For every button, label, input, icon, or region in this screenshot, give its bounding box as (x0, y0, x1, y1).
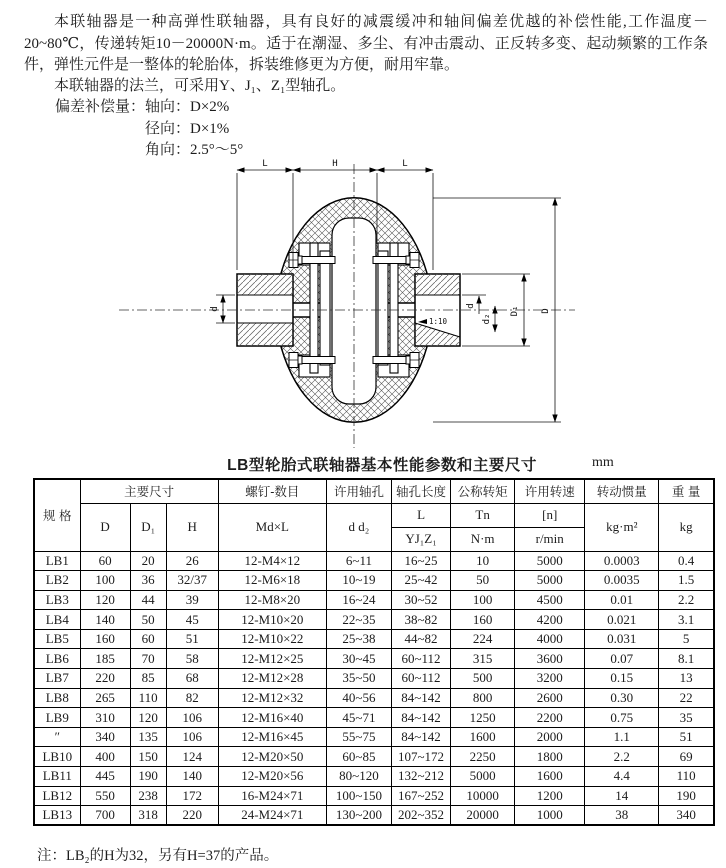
table-row (34, 551, 714, 571)
table-cell: 132~212 (392, 767, 451, 787)
header-rmin: r/min (515, 527, 585, 551)
table-cell: 550 (80, 786, 130, 806)
header-bore-len: 轴孔长度 (392, 479, 451, 503)
table-cell: 82 (166, 688, 218, 708)
table-cell: 84~142 (392, 727, 451, 747)
table-title-text: LB型轮胎式联轴器基本性能参数和主要尺寸 (227, 457, 537, 474)
table-cell: 40~56 (326, 688, 391, 708)
table-cell: 10~19 (326, 571, 391, 591)
table-cell: 12-M8×20 (218, 590, 326, 610)
intro-block-2 (24, 76, 708, 98)
table-cell: 22~35 (326, 610, 391, 630)
table-cell: 2250 (451, 747, 515, 767)
table-cell: 35~50 (326, 669, 391, 689)
header-inertia: 转动惯量 (585, 479, 659, 503)
table-row (34, 786, 714, 806)
table-cell: 140 (80, 610, 130, 630)
table-row (34, 806, 714, 826)
table-cell: 3600 (515, 649, 585, 669)
table-cell: 220 (80, 669, 130, 689)
table-cell: 38 (585, 806, 659, 826)
table-cell: 340 (80, 727, 130, 747)
table-cell: 265 (80, 688, 130, 708)
table-cell: 4.4 (585, 767, 659, 787)
table-cell: 25~38 (326, 629, 391, 649)
table-cell: 12-M20×50 (218, 747, 326, 767)
table-cell: 1000 (515, 806, 585, 826)
table-cell: 25~42 (392, 571, 451, 591)
table-cell: 50 (130, 610, 166, 630)
table-cell: 800 (451, 688, 515, 708)
table-cell: 120 (130, 708, 166, 728)
table-cell: 3.1 (659, 610, 714, 630)
table-cell: 190 (130, 767, 166, 787)
table-cell: LB8 (34, 688, 80, 708)
table-cell: LB5 (34, 629, 80, 649)
table-cell: 26 (166, 551, 218, 571)
table-cell: 2000 (515, 727, 585, 747)
coupling-section-drawing (105, 156, 645, 454)
table-cell: 13 (659, 669, 714, 689)
table-cell: LB6 (34, 649, 80, 669)
table-cell: 1800 (515, 747, 585, 767)
table-cell: 135 (130, 727, 166, 747)
header-spec: 规 格 (34, 479, 80, 551)
table-cell: 167~252 (392, 786, 451, 806)
table-cell: 50 (451, 571, 515, 591)
table-unit: mm (592, 455, 614, 470)
table-cell: 107~172 (392, 747, 451, 767)
table-cell: 400 (80, 747, 130, 767)
compensation-angular: 角向：2.5°～5° (145, 142, 244, 158)
header-speed: 许用转速 (515, 479, 585, 503)
table-cell: 12-M16×45 (218, 727, 326, 747)
table-cell: 106 (166, 708, 218, 728)
table-cell: 124 (166, 747, 218, 767)
dim-label-L-right: L (402, 159, 408, 169)
table-cell: 22 (659, 688, 714, 708)
table-cell: 2.2 (659, 590, 714, 610)
header-Nm: N·m (451, 527, 515, 551)
table-row (34, 688, 714, 708)
table-cell: 20000 (451, 806, 515, 826)
header-MdxL: Md×L (218, 503, 326, 551)
table-cell: 30~45 (326, 649, 391, 669)
table-cell: 39 (166, 590, 218, 610)
table-cell: 2200 (515, 708, 585, 728)
table-cell: 80~120 (326, 767, 391, 787)
table-cell: 6~11 (326, 551, 391, 571)
table-cell: 16~24 (326, 590, 391, 610)
table-cell: 35 (659, 708, 714, 728)
table-cell: 340 (659, 806, 714, 826)
table-cell: 4200 (515, 610, 585, 630)
intro-paragraph-1: 本联轴器是一种高弹性联轴器，具有良好的减震缓冲和轴间偏差优越的补偿性能,工作温度－20~80℃，传递转矩10－20000N·m。适于在潮湿、多尘、有冲击震动、正反转多变、起动频繁的工作条件，弹性元件是一整体的轮胎体，拆装维修更为方便，耐用牢靠。 (24, 14, 708, 73)
header-L: L (392, 503, 451, 527)
dim-label-D1: D₁ (510, 305, 520, 317)
table-cell: LB13 (34, 806, 80, 826)
table-cell: 44 (130, 590, 166, 610)
table-cell: 1.5 (659, 571, 714, 591)
header-weight: 重 量 (659, 479, 714, 503)
table-row (34, 629, 714, 649)
table-cell: 1200 (515, 786, 585, 806)
table-cell: 120 (80, 590, 130, 610)
table-cell: 45~71 (326, 708, 391, 728)
table-row (34, 610, 714, 630)
table-cell: 160 (80, 629, 130, 649)
table-cell: 315 (451, 649, 515, 669)
table-cell: 1250 (451, 708, 515, 728)
table-row (34, 669, 714, 689)
header-d-d2: d d₂ (326, 503, 391, 551)
table-row (34, 727, 714, 747)
compensation-radial: 径向：D×1% (145, 120, 230, 137)
table-cell: 14 (585, 786, 659, 806)
table-cell: 0.07 (585, 649, 659, 669)
table-cell: 58 (166, 649, 218, 669)
compensation-line (55, 97, 243, 119)
table-title (0, 453, 726, 475)
table-cell: 44~82 (392, 629, 451, 649)
dim-label-H: H (332, 159, 338, 169)
table-cell: 20 (130, 551, 166, 571)
table-cell: 60~112 (392, 649, 451, 669)
table-cell: 0.15 (585, 669, 659, 689)
table-cell: 45 (166, 610, 218, 630)
table-cell: 85 (130, 669, 166, 689)
table-cell: 3200 (515, 669, 585, 689)
table-cell: 1.1 (585, 727, 659, 747)
table-cell: 0.75 (585, 708, 659, 728)
header-YJ1Z1: YJ₁Z₁ (392, 527, 451, 551)
taper-label: 1:10 (429, 317, 448, 326)
table-cell: LB11 (34, 767, 80, 787)
table-cell: 100 (451, 590, 515, 610)
header-n: [n] (515, 503, 585, 527)
table-cell: LB7 (34, 669, 80, 689)
dim-label-d2: d₂ (482, 313, 492, 325)
table-cell: 190 (659, 786, 714, 806)
table-cell: 69 (659, 747, 714, 767)
table-cell: 38~82 (392, 610, 451, 630)
table-cell: 16-M24×71 (218, 786, 326, 806)
table-cell: 0.0003 (585, 551, 659, 571)
table-cell: 55~75 (326, 727, 391, 747)
table-cell: 12-M10×20 (218, 610, 326, 630)
table-row (34, 708, 714, 728)
table-cell: 140 (166, 767, 218, 787)
table-cell: 0.021 (585, 610, 659, 630)
dim-label-d-left: d (210, 306, 220, 312)
table-cell: 5000 (515, 571, 585, 591)
header-H: H (166, 503, 218, 551)
header-D: D (80, 503, 130, 551)
table-cell: 5000 (451, 767, 515, 787)
table-cell: 12-M20×56 (218, 767, 326, 787)
header-kgm2: kg·m² (585, 503, 659, 551)
table-cell: LB9 (34, 708, 80, 728)
table-cell: 36 (130, 571, 166, 591)
table-cell: 220 (166, 806, 218, 826)
table-cell: 700 (80, 806, 130, 826)
table-cell: 60 (80, 551, 130, 571)
spec-table (33, 478, 715, 826)
table-cell: 5 (659, 629, 714, 649)
table-cell: 12-M4×12 (218, 551, 326, 571)
table-cell: 24-M24×71 (218, 806, 326, 826)
table-cell: 12-M12×32 (218, 688, 326, 708)
table-cell: 8.1 (659, 649, 714, 669)
table-cell: 51 (659, 727, 714, 747)
table-cell: 1600 (515, 767, 585, 787)
table-row (34, 571, 714, 591)
table-cell: 16~25 (392, 551, 451, 571)
table-cell: 318 (130, 806, 166, 826)
table-cell: 0.01 (585, 590, 659, 610)
table-cell: 4000 (515, 629, 585, 649)
table-cell: 12-M12×25 (218, 649, 326, 669)
table-cell: 4500 (515, 590, 585, 610)
table-row (34, 649, 714, 669)
table-cell: 100 (80, 571, 130, 591)
table-cell: LB2 (34, 571, 80, 591)
table-cell: 160 (451, 610, 515, 630)
table-cell: 1600 (451, 727, 515, 747)
dim-label-d-right: d (466, 303, 476, 309)
table-body (34, 551, 714, 825)
table-cell: LB4 (34, 610, 80, 630)
table-cell: LB1 (34, 551, 80, 571)
table-cell: 445 (80, 767, 130, 787)
table-header (34, 479, 714, 551)
compensation-block (55, 97, 243, 162)
table-cell: 150 (130, 747, 166, 767)
table-row (34, 590, 714, 610)
table-cell: 51 (166, 629, 218, 649)
table-cell: 130~200 (326, 806, 391, 826)
compensation-axial: 轴向：D×2% (145, 99, 230, 115)
table-cell: 32/37 (166, 571, 218, 591)
table-cell: 310 (80, 708, 130, 728)
header-bore: 许用轴孔 (326, 479, 391, 503)
table-cell: 84~142 (392, 688, 451, 708)
table-cell: 0.0035 (585, 571, 659, 591)
table-cell: 2600 (515, 688, 585, 708)
table-cell: 60~112 (392, 669, 451, 689)
header-main-dims: 主要尺寸 (80, 479, 218, 503)
table-cell: 10 (451, 551, 515, 571)
table-cell: 5000 (515, 551, 585, 571)
table-row (34, 767, 714, 787)
header-Tn: Tn (451, 503, 515, 527)
table-cell: 0.4 (659, 551, 714, 571)
table-cell: LB10 (34, 747, 80, 767)
table-cell: 12-M16×40 (218, 708, 326, 728)
table-cell: 12-M10×22 (218, 629, 326, 649)
header-D1: D₁ (130, 503, 166, 551)
table-cell: ″ (34, 727, 80, 747)
intro-paragraph-2: 本联轴器的法兰，可采用Y、J₁、Z₁型轴孔。 (54, 78, 346, 94)
table-cell: 0.031 (585, 629, 659, 649)
table-cell: 224 (451, 629, 515, 649)
table-cell: 172 (166, 786, 218, 806)
table-cell: 10000 (451, 786, 515, 806)
intro-block (24, 12, 708, 77)
table-footnote: 注：LB₂的H为32，另有H=37的产品。 (37, 848, 279, 864)
table-cell: 30~52 (392, 590, 451, 610)
table-cell: LB3 (34, 590, 80, 610)
header-kg: kg (659, 503, 714, 551)
table-cell: 110 (659, 767, 714, 787)
table-cell: 68 (166, 669, 218, 689)
table-cell: 500 (451, 669, 515, 689)
table-cell: LB12 (34, 786, 80, 806)
table-cell: 12-M6×18 (218, 571, 326, 591)
table-cell: 84~142 (392, 708, 451, 728)
table-cell: 0.30 (585, 688, 659, 708)
table-cell: 100~150 (326, 786, 391, 806)
header-torque: 公称转矩 (451, 479, 515, 503)
table-cell: 60 (130, 629, 166, 649)
table-cell: 106 (166, 727, 218, 747)
table-cell: 12-M12×28 (218, 669, 326, 689)
dim-label-D: D (541, 308, 551, 314)
table-cell: 185 (80, 649, 130, 669)
table-cell: 2.2 (585, 747, 659, 767)
dim-label-L-left: L (262, 159, 268, 169)
compensation-label: 偏差补偿量： (55, 99, 146, 115)
table-cell: 70 (130, 649, 166, 669)
table-cell: 202~352 (392, 806, 451, 826)
table-cell: 238 (130, 786, 166, 806)
header-screws: 螺钉-数目 (218, 479, 326, 503)
table-row (34, 747, 714, 767)
table-cell: 110 (130, 688, 166, 708)
table-cell: 60~85 (326, 747, 391, 767)
